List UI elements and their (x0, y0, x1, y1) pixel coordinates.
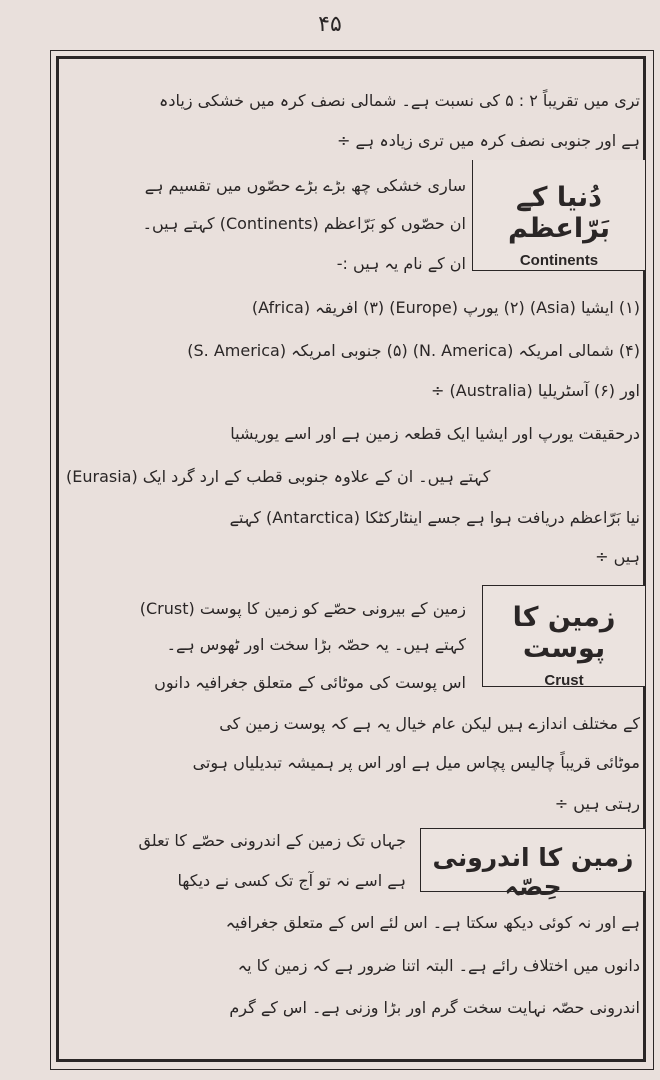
text-line: نیا بَرّاعظم دریافت ہوا ہے جسے اینٹارکٹکا (Antarctica) کہتے (229, 508, 640, 527)
crust-heading-box (482, 585, 645, 687)
page-number: ۴۵ (318, 12, 342, 37)
text-line: ہے اور جنوبی نصف کرہ میں تری زیادہ ہے ÷ (337, 131, 640, 150)
text-line: اندرونی حصّہ نہایت سخت گرم اور بڑا وزنی ہے۔ اس کے گرم (229, 998, 640, 1017)
text-line: اور (۶) آسٹریلیا (Australia) ÷ (431, 381, 640, 400)
text-line: کہتے ہیں۔ یہ حصّہ بڑا سخت اور ٹھوس ہے۔ (166, 635, 466, 654)
continents-heading-box (472, 160, 645, 271)
text-line: ان حصّوں کو بَرّاعظم (Continents) کہتے ہیں۔ (142, 214, 466, 233)
text-line: ہیں ÷ (595, 547, 640, 566)
text-line: (Eurasia) کہتے ہیں۔ ان کے علاوہ جنوبی قطب کے ارد گرد ایک (66, 467, 491, 486)
text-line: ہے اسے نہ تو آج تک کسی نے دیکھا (177, 871, 406, 890)
continents-heading-urdu: دُنیا کے بَرّاعظم (507, 182, 611, 244)
interior-heading-urdu: زمین کا اندرونی حِصّہ (432, 843, 634, 901)
text-line: دانوں میں اختلاف رائے ہے۔ البتہ اتنا ضرور ہے کہ زمین کا یہ (237, 956, 640, 975)
text-line: رہتی ہیں ÷ (554, 794, 640, 813)
text-line: ان کے نام یہ ہیں :- (336, 254, 466, 273)
text-line: زمین کے بیرونی حصّے کو زمین کا پوست (Crust) (139, 599, 466, 618)
interior-heading-box (420, 828, 645, 901)
crust-heading-english: Crust (544, 672, 584, 689)
text-line: (۴) شمالی امریکہ (N. America) (۵) جنوبی امریکہ (S. America) (187, 341, 640, 360)
text-line: کے مختلف اندازے ہیں لیکن عام خیال یہ ہے کہ پوست زمین کی (219, 714, 640, 733)
text-line: تری میں تقریباً ۲ : ۵ کی نسبت ہے۔ شمالی نصف کرہ میں خشکی زیادہ (159, 91, 640, 110)
text-line: ساری خشکی چھ بڑے بڑے حصّوں میں تقسیم ہے (144, 176, 466, 195)
text-line: اس پوست کی موٹائی کے متعلق جغرافیہ دانوں (154, 673, 466, 692)
text-line: جہاں تک زمین کے اندرونی حصّے کا تعلق (138, 831, 406, 850)
text-line: ہے اور نہ کوئی دیکھ سکتا ہے۔ اس لئے اس کے متعلق جغرافیہ (225, 913, 640, 932)
crust-heading-urdu: زمین کا پوست (512, 602, 616, 664)
text-line: (۱) ایشیا (Asia) (۲) یورپ (Europe) (۳) افریقہ (Africa) (251, 298, 640, 317)
text-line: موٹائی قریباً چالیس پچاس میل ہے اور اس پر ہمیشہ تبدیلیاں ہوتی (192, 753, 640, 772)
text-line: درحقیقت یورپ اور ایشیا ایک قطعہ زمین ہے اور اسے یوریشیا (230, 424, 640, 443)
continents-heading-english: Continents (519, 252, 599, 269)
